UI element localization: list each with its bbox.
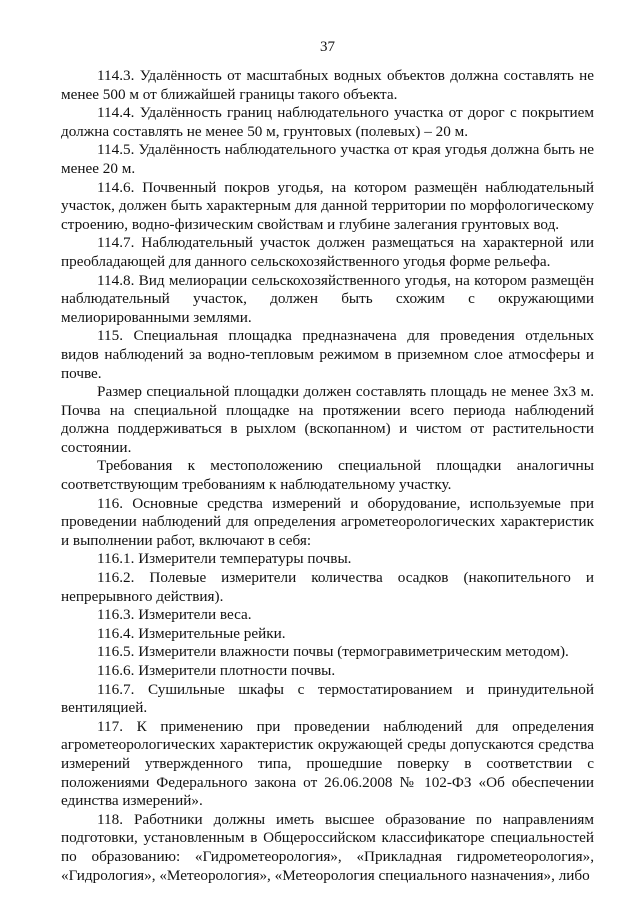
paragraph-114-8: 114.8. Вид мелиорации сельскохозяйственного угодья, на котором размещён наблюдательный участок, должен быть схожим с окружающими мелиорированными землями. xyxy=(61,271,594,326)
paragraph-117: 117. К применению при проведении наблюдений для определения агрометеорологических характеристик окружающей среды допускаются средства измерений утвержденного типа, прошедшие поверку в соответствии с положениями Федерального закона от 26.06.2008 № 102-ФЗ «Об обеспечении единства измерений». xyxy=(61,717,594,810)
paragraph-116-5: 116.5. Измерители влажности почвы (термогравиметрическим методом). xyxy=(97,643,569,661)
paragraph-115-requirements: Требования к местоположению специальной площадки аналогичны соответствующим требованиям к наблюдательному участку. xyxy=(61,457,594,494)
paragraph-115: 115. Специальная площадка предназначена для проведения отдельных видов наблюдений за водно-тепловым режимом в приземном слое атмосферы и почве. xyxy=(61,327,594,382)
paragraph-116-1: 116.1. Измерители температуры почвы. xyxy=(97,550,352,568)
paragraph-116-2: 116.2. Полевые измерители количества осадков (накопительного и непрерывного действия). xyxy=(61,569,594,605)
page-number: 37 xyxy=(320,39,335,55)
paragraph-116-6: 116.6. Измерители плотности почвы. xyxy=(97,662,336,679)
paragraph-114-3: 114.3. Удалённость от масштабных водных объектов должна составлять не менее 500 м от ближайшей границы такого объекта. xyxy=(61,67,594,103)
paragraph-115-size: Размер специальной площадки должен составлять площадь не менее 3х3 м. Почва на специальной площадке на протяжении всего периода наблюдений должна поддерживаться в рыхлом (вскопанном) и чистом от растительности состоянии. xyxy=(61,383,594,456)
paragraph-114-6: 114.6. Почвенный покров угодья, на котором размещён наблюдательный участок, должен быть характерным для данной территории по морфологическому строению, водно-физическим свойствам и глубине залегания грунтовых вод. xyxy=(61,178,594,233)
paragraph-116-7: 116.7. Сушильные шкафы с термостатированием и принудительной вентиляцией. xyxy=(61,680,594,717)
paragraph-114-5: 114.5. Удалённость наблюдательного участка от края угодья должна быть не менее 20 м. xyxy=(61,141,594,177)
paragraph-114-4: 114.4. Удалённость границ наблюдательного участка от дорог с покрытием должна составлять не менее 50 м, грунтовых (полевых) – 20 м. xyxy=(61,104,594,140)
paragraph-116-3: 116.3. Измерители веса. xyxy=(97,606,252,624)
paragraph-116: 116. Основные средства измерений и оборудование, используемые при проведении наблюдений для определения агрометеорологических характеристик и выполнении работ, включают в себя: xyxy=(61,494,594,549)
paragraph-118: 118. Работники должны иметь высшее образование по направлениям подготовки, установленным в Общероссийском классификаторе специальностей по образованию: «Гидрометеорология», «Прикладная гидрометеорология», «Гидрология», «Метеорология», «Метеорология специального назначения», либо xyxy=(61,810,594,884)
paragraph-114-7: 114.7. Наблюдательный участок должен размещаться на характерной или преобладающей для данного сельскохозяйственного угодья форме рельефа. xyxy=(61,234,594,270)
paragraph-116-4: 116.4. Измерительные рейки. xyxy=(97,624,286,642)
